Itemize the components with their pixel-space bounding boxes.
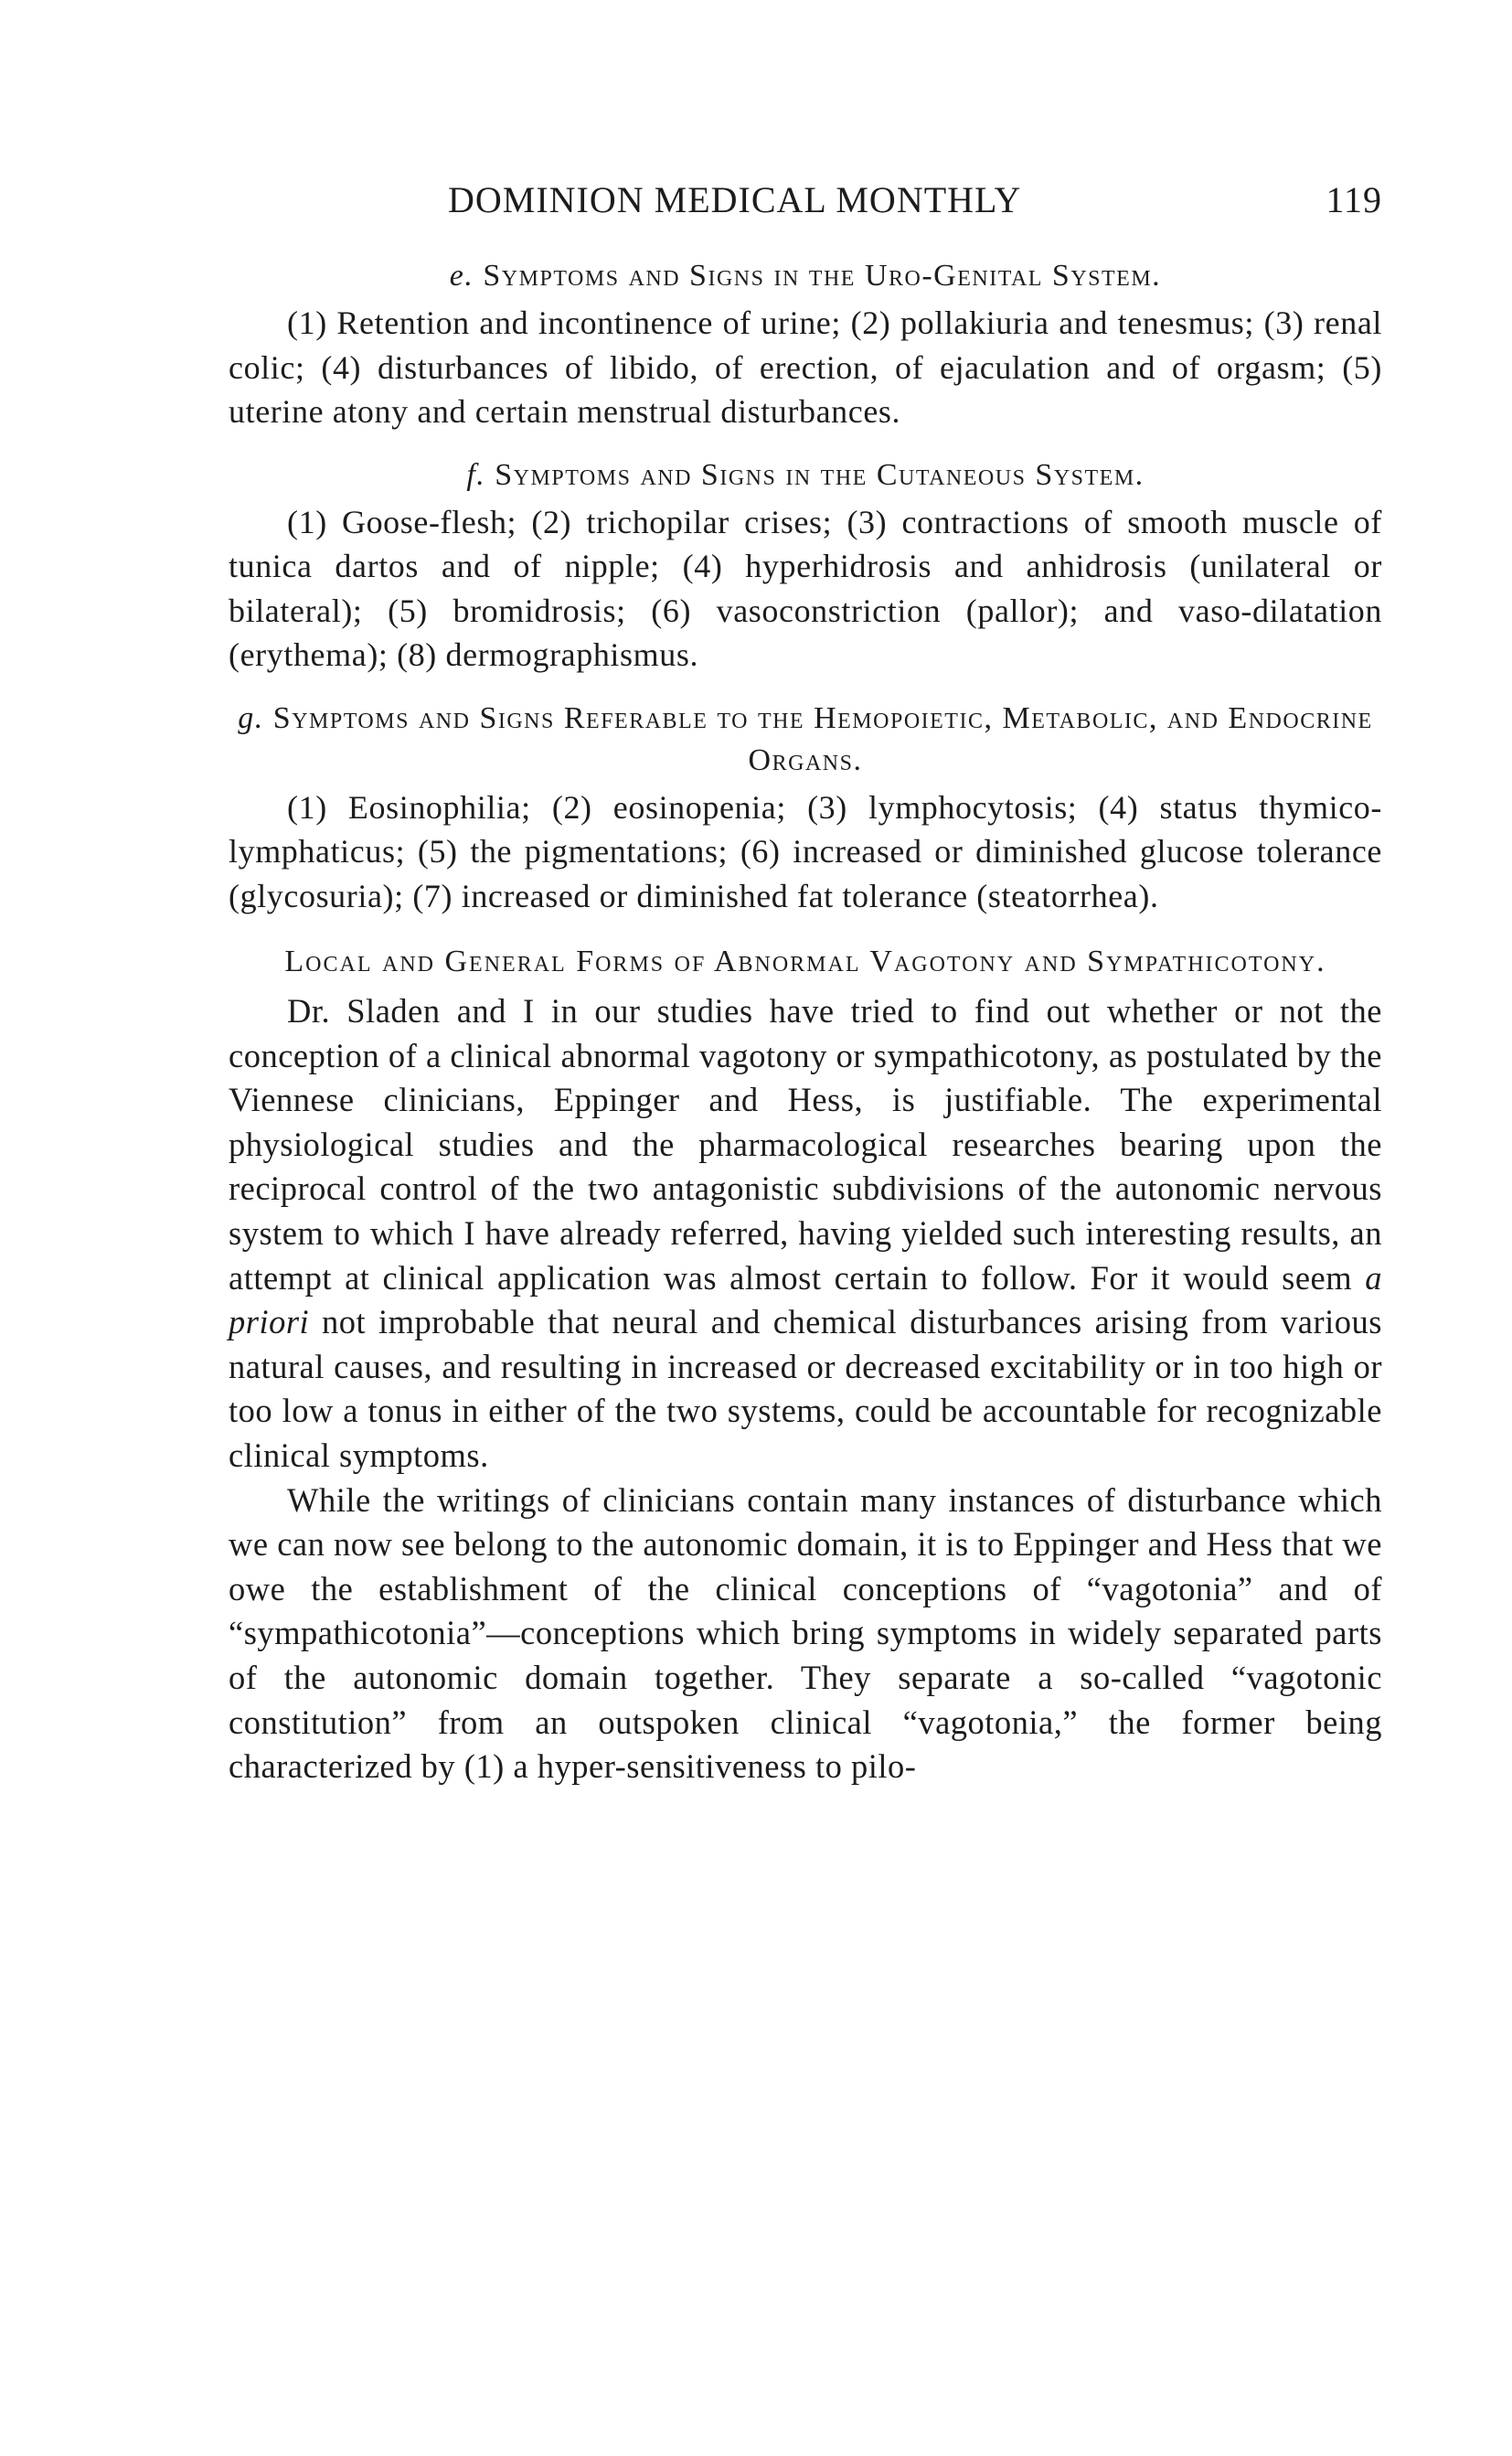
section-letter: f. xyxy=(466,457,486,492)
section-heading xyxy=(229,698,1382,782)
section-title: Symptoms and Signs Referable to the Hemopoietic, Metabolic, and Endocrine Organs. xyxy=(272,700,1373,777)
section-title: Symptoms and Signs in the Uro-Genital System. xyxy=(483,259,1162,293)
section-paragraph: (1) Goose-flesh; (2) trichopilar crises; (3) contractions of smooth muscle of tunica dartos and of nipple; (4) hyperhidrosis and anhidrosis (unilateral or bilateral); (5) bromidrosis; (6) vasoconstriction (pallor); and vaso-dilatation (erythema); (8) dermographismus. xyxy=(229,503,1382,673)
section-heading xyxy=(229,454,1382,497)
section-paragraph: (1) Retention and incontinence of urine; (2) pollakiuria and tenesmus; (3) renal colic; (4) disturbances of libido, of erection, of ejaculation and of orgasm; (5) uterine atony and certain menstrual disturbances. xyxy=(229,304,1382,430)
document-page xyxy=(229,178,1382,1789)
major-heading: Local and General Forms of Abnormal Vagotony and Sympathicotony. xyxy=(284,945,1326,978)
journal-title: DOMINION MEDICAL MONTHLY xyxy=(448,179,1022,220)
section-g xyxy=(229,698,1382,919)
section-letter: e. xyxy=(449,259,474,293)
section-letter: g. xyxy=(238,700,264,735)
running-header xyxy=(229,178,1382,235)
section-f xyxy=(229,454,1382,678)
page-number: 119 xyxy=(1326,179,1382,220)
body-paragraph-2: While the writings of clinicians contain many instances of disturbance which we can now see belong to the autonomic domain, it is to Eppinger and Hess that we owe the establishment of the clinical conceptions of “vagotonia” and of “sympathicotonia”—conceptions which bring symptoms in widely separated parts of the autonomic domain together. They separate a so-called “vagotonic constitution” from an outspoken clinical “vagotonia,” the former being characterized by (1) a hyper-sensitiveness to pilo- xyxy=(229,1480,1382,1786)
paragraph-text: not improbable that neural and chemical disturbances arising from various natural causes, and resulting in increased or decreased excitability or in too high or too low a tonus in either of the two systems, could be accountable for recognizable clinical symptoms. xyxy=(229,1303,1382,1474)
paragraph-text: Dr. Sladen and I in our studies have tried to find out whether or not the conception of a clinical abnormal vagotony or sympathicotony, as postulated by the Viennese clinicians, Eppinger and Hess, is justifiable. The experimental physiological studies and the pharmacological researches bearing upon the reciprocal control of the two antagonistic subdivisions of the autonomic nervous system to which I have already referred, having yielded such interesting results, an attempt at clinical application was almost certain to follow. For it would seem xyxy=(229,992,1382,1297)
section-title: Symptoms and Signs in the Cutaneous System. xyxy=(495,457,1145,492)
section-paragraph: (1) Eosinophilia; (2) eosinopenia; (3) lymphocytosis; (4) status thymico-lymphaticus; (5) the pigmentations; (6) increased or diminished glucose tolerance (glycosuria); (7) increased or diminished fat tolerance (steatorrhea). xyxy=(229,788,1382,914)
italic-phrase: a priori xyxy=(229,1258,1382,1341)
section-heading xyxy=(229,255,1382,297)
body-paragraph-1 xyxy=(229,989,1382,1479)
section-e xyxy=(229,255,1382,434)
